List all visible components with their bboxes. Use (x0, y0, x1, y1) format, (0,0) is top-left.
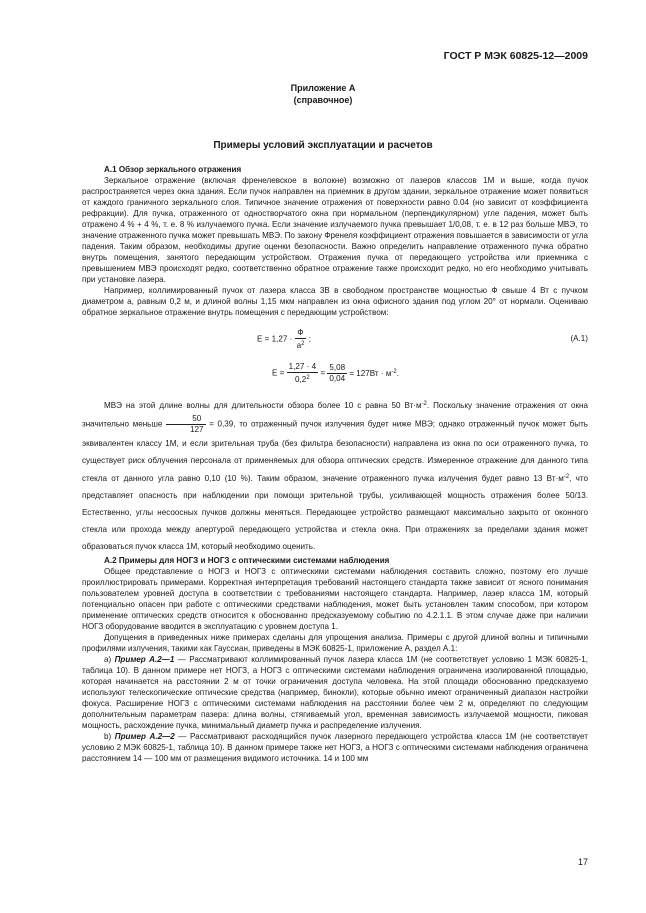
paragraph-a2-2: Допущения в приведенных ниже примерах сделаны для упрощения анализа. Примеры с другой длиной волны и типичными профилями излучения, такими как Гауссиан, приведены в МЭК 60825-1, приложение А, раздел А.1: (82, 633, 588, 653)
formula-tail: ; (308, 334, 311, 344)
annex-heading (0, 82, 646, 106)
formula-label: (А.1) (570, 334, 588, 343)
calc-fraction-2: $\frac{5,08}{0,04}$ (329, 363, 346, 383)
calc-fraction-1: $\frac{1,27 \cdot 4}{0,2^2}$ (288, 362, 317, 384)
section-title: Примеры условий эксплуатации и расчетов (213, 140, 433, 151)
example-a2-2: b) Пример А.2—2 — Рассматривают расходящийся пучок лазерного передающего устройства класса 1М (не соответствует условию 2 МЭК 60825-1, таблица 10). В данном примере также нет НОГЗ, а НОГЗ с оптическими системами наблюдения ограничена расстоянием 14 — 100 мм от размещения видимого источника. 14 и 100 мм (82, 732, 588, 763)
fraction-denominator: $a^2$ (296, 341, 305, 350)
formula-a1 (82, 324, 588, 354)
paragraph-a2-1: Общее представление о НОГЗ и НОГЗ с оптическими системами наблюдения составить сложно, поэтому его лучше проиллюстрировать примерами. Корректная интерпретация требований настоящего стандарта также зависит от ясного понимания пользователем уровней доступа в соответствии с требованиями настоящего стандарта. Например, лазер класса 1М, который потенциально опасен при работе с оптическими средствами наблюдения, может быть установлен таким способом, при котором применение оптических средств относится к обоснованно предсказуемому событию по 4.2.1.1. В этом случае даже при наличии НОГЗ оборудование вводится в эксплуатацию с уровнем доступа 1. (82, 567, 588, 631)
inline-fraction: $\frac{50}{127}$ (166, 414, 206, 435)
heading-a2: А.2 Примеры для НОГЗ и НОГЗ с оптическими системами наблюдения (104, 556, 390, 565)
calc-result: = $127Вт \cdot м^{-2}$. (349, 368, 399, 378)
formula-calculation (82, 358, 588, 390)
example-a2-1: a) Пример А.2—1 — Рассматривают коллимированный пучок лазера класса 1М (не соответствует условию 1 МЭК 60825-1, таблица 10). В данном примере нет НОГЗ, а НОГЗ с оптическими системами наблюдения ограничена изолированной площадью, которая начинается на расстоянии 2 м от точки ограничения доступа человека. На этой площади обоснованно предсказуемо используют телескопические оптические средства (например, бинокли), которые обычно имеют ограниченный диапазон настройки фокуса. Расширение НОГЗ с оптическими системами наблюдения на расстоянии более чем 2 м, определяют по следующим дополнительным параметрам пазера: длина волны, стягиваемый угол, временная зависимость излучаемой мощности, пиковая мощность, расхождение пучка, минимальный диаметр пучка и распределение излучения. (82, 655, 588, 730)
fraction-numerator: Ф (295, 328, 307, 339)
formula-lhs: E = 1,27 · (257, 334, 293, 344)
standard-header: ГОСТ Р МЭК 60825-12—2009 (443, 50, 588, 62)
paragraph-a1-3: МВЭ на этой длине волны для длительности обзора более 10 с равна 50 $Вт\cdot м^{-2}$. Поскольку значение отражения от окна значительно меньше $\frac{50}{127}$ = 0,39, то отраженный пучок излучения будет ниже МВЭ; однако отраженный пучок может быть эквивалентен классу 1М, и если зрительная труба (без фильтра безопасности) направлена из окна по оси отраженного пучка, то существует риск облучения персонала от применяемых для обзора оптических средств. Измеренное отражение для данного типа стекла от данного угла равно 0,10 (10 %). Таким образом, значение отраженного пучка излучения будет равно 13 $Вт\cdot м^{-2}$, что представляет опасность при наблюдении при помощи зрительной трубы, усиливающей мощность отражения более 50/13. Естественно, углы несоосных пучков должны меняться. Передающее устройство размещают максимально закрыто от оконного стекла или прохода между апертурой передающего устройства и стекла окна. При отражениях за пределами здания может образоваться пучок класса 1М, который необходимо оценить. (82, 401, 589, 551)
formula-fraction (295, 328, 307, 351)
page-number: 17 (577, 857, 588, 867)
heading-a1: А.1 Обзор зеркального отражения (104, 165, 242, 174)
document-body (82, 164, 588, 764)
calc-equals: = (320, 368, 326, 378)
paragraph-a1-2: Например, коллимированный пучок от лазера класса 3В в свободном пространстве мощностью Ф свыше 4 Вт с пучком диаметром a, равным 0,2 м, и длиной волны 1,15 мкм направлен из окна офисного здания под углом 20° от нормали. Оцениваю обратное зеркальное отражение внутрь помещения с передающим устройством: (82, 286, 588, 317)
annex-subtitle: (справочное) (293, 95, 353, 105)
paragraph-a1-1: Зеркальное отражение (включая френелевское в волокне) возможно от лазеров классов 1М и выше, когда пучок распространяется через окна здания. Если пучок направлен на приемник в другом здании, зеркальное отражение может появиться от каждого граничного зеркального слоя. Типичное значение отражения от поверхности равно 0.04 (но зависит от коэффициента рефракции). Для пучка, отраженного от одностворчатого окна при нормальном (перпендикулярном) угле падения, может быть отражено 4 % + 4 %, т. е. 8 % излучаемого пучка. Если значение излучаемого пучка превышает 1/0,08, т. е. в 12 раз больше МВЭ, то значение отраженного пучка может превышать МВЭ. По закону Френеля коэффициент отражения повышается в зависимости от угла падения. Таким образом, необходимы другие оценки безопасности. Важно определить направление отраженного пучка обратно внутрь помещения, занятого передающим устройством. Отражения пучка от передающего устройства или приемника с превышением МВЭ происходят редко, соответственно обратное отражение также происходит редко, но его необходимо учитывать при установке лазера. (82, 176, 588, 284)
annex-title: Приложение А (290, 83, 356, 93)
calc-lhs: E = (272, 368, 285, 378)
